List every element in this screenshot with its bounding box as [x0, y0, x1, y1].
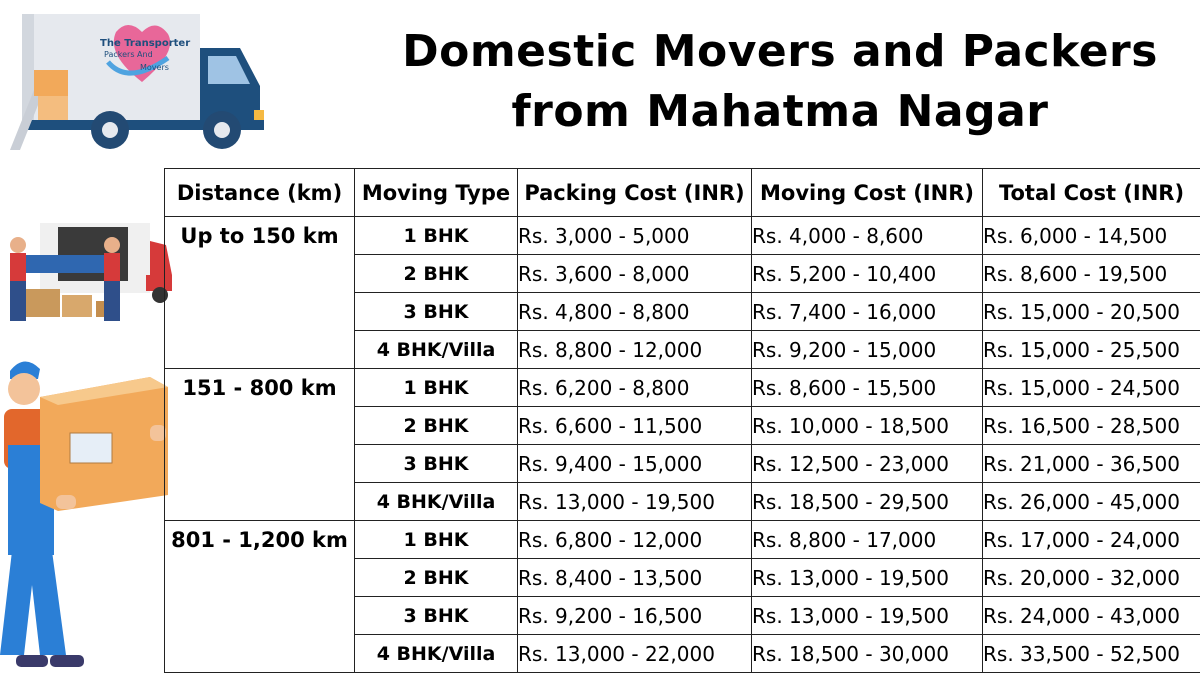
distance-cell — [165, 597, 355, 635]
table-row — [165, 559, 1200, 597]
moving-cost-cell: Rs. 4,000 - 8,600 — [752, 217, 983, 255]
table-row — [165, 369, 1200, 407]
moving-type-cell: 2 BHK — [355, 255, 518, 293]
packing-cost-cell: Rs. 3,000 - 5,000 — [518, 217, 752, 255]
moving-cost-cell: Rs. 7,400 - 16,000 — [752, 293, 983, 331]
truck-illustration — [8, 10, 270, 160]
distance-cell — [165, 483, 355, 521]
packing-cost-cell: Rs. 8,800 - 12,000 — [518, 331, 752, 369]
packing-cost-cell: Rs. 13,000 - 19,500 — [518, 483, 752, 521]
cost-table — [164, 168, 1200, 673]
moving-cost-cell: Rs. 8,600 - 15,500 — [752, 369, 983, 407]
moving-cost-cell: Rs. 13,000 - 19,500 — [752, 597, 983, 635]
distance-cell — [165, 407, 355, 445]
moving-cost-cell: Rs. 10,000 - 18,500 — [752, 407, 983, 445]
distance-cell: 801 - 1,200 km — [165, 521, 355, 559]
distance-cell — [165, 635, 355, 673]
moving-type-cell: 2 BHK — [355, 559, 518, 597]
total-cost-cell: Rs. 26,000 - 45,000 — [983, 483, 1200, 521]
total-cost-cell: Rs. 8,600 - 19,500 — [983, 255, 1200, 293]
table-row — [165, 255, 1200, 293]
total-cost-cell: Rs. 24,000 - 43,000 — [983, 597, 1200, 635]
distance-cell — [165, 331, 355, 369]
packing-cost-cell: Rs. 6,600 - 11,500 — [518, 407, 752, 445]
total-cost-cell: Rs. 20,000 - 32,000 — [983, 559, 1200, 597]
moving-cost-cell: Rs. 9,200 - 15,000 — [752, 331, 983, 369]
moving-cost-cell: Rs. 5,200 - 10,400 — [752, 255, 983, 293]
header-packing-cost: Packing Cost (INR) — [518, 169, 752, 217]
total-cost-cell: Rs. 15,000 - 20,500 — [983, 293, 1200, 331]
packing-cost-cell: Rs. 3,600 - 8,000 — [518, 255, 752, 293]
table-row — [165, 597, 1200, 635]
worker-illustration — [0, 355, 172, 675]
moving-cost-cell: Rs. 13,000 - 19,500 — [752, 559, 983, 597]
packing-cost-cell: Rs. 4,800 - 8,800 — [518, 293, 752, 331]
moving-type-cell: 1 BHK — [355, 217, 518, 255]
moving-type-cell: 1 BHK — [355, 521, 518, 559]
moving-cost-cell: Rs. 18,500 - 30,000 — [752, 635, 983, 673]
total-cost-cell: Rs. 17,000 - 24,000 — [983, 521, 1200, 559]
table-row — [165, 521, 1200, 559]
logo-text-3: Movers — [140, 63, 169, 72]
moving-type-cell: 1 BHK — [355, 369, 518, 407]
distance-cell — [165, 445, 355, 483]
packing-cost-cell: Rs. 9,400 - 15,000 — [518, 445, 752, 483]
packing-cost-cell: Rs. 9,200 - 16,500 — [518, 597, 752, 635]
packing-cost-cell: Rs. 13,000 - 22,000 — [518, 635, 752, 673]
logo-text-1: The Transporter — [100, 38, 191, 49]
total-cost-cell: Rs. 16,500 - 28,500 — [983, 407, 1200, 445]
logo-text-2: Packers And — [104, 50, 153, 59]
distance-cell — [165, 293, 355, 331]
packing-cost-cell: Rs. 6,800 - 12,000 — [518, 521, 752, 559]
distance-cell — [165, 255, 355, 293]
moving-type-cell: 3 BHK — [355, 597, 518, 635]
table-row — [165, 635, 1200, 673]
total-cost-cell: Rs. 21,000 - 36,500 — [983, 445, 1200, 483]
moving-cost-cell: Rs. 12,500 - 23,000 — [752, 445, 983, 483]
header-total-cost: Total Cost (INR) — [983, 169, 1200, 217]
total-cost-cell: Rs. 15,000 - 24,500 — [983, 369, 1200, 407]
title-line-2: from Mahatma Nagar — [511, 86, 1049, 137]
distance-cell — [165, 559, 355, 597]
moving-type-cell: 3 BHK — [355, 445, 518, 483]
moving-cost-cell: Rs. 18,500 - 29,500 — [752, 483, 983, 521]
movers-illustration — [0, 215, 172, 325]
header-distance: Distance (km) — [165, 169, 355, 217]
total-cost-cell: Rs. 15,000 - 25,500 — [983, 331, 1200, 369]
header-moving-type: Moving Type — [355, 169, 518, 217]
packing-cost-cell: Rs. 6,200 - 8,800 — [518, 369, 752, 407]
distance-cell: 151 - 800 km — [165, 369, 355, 407]
moving-type-cell: 4 BHK/Villa — [355, 331, 518, 369]
moving-cost-cell: Rs. 8,800 - 17,000 — [752, 521, 983, 559]
distance-cell: Up to 150 km — [165, 217, 355, 255]
table-header-row — [165, 169, 1200, 217]
header-moving-cost: Moving Cost (INR) — [752, 169, 983, 217]
total-cost-cell: Rs. 6,000 - 14,500 — [983, 217, 1200, 255]
title-line-1: Domestic Movers and Packers — [402, 26, 1158, 77]
table-row — [165, 217, 1200, 255]
table-row — [165, 293, 1200, 331]
moving-type-cell: 3 BHK — [355, 293, 518, 331]
packing-cost-cell: Rs. 8,400 - 13,500 — [518, 559, 752, 597]
moving-type-cell: 4 BHK/Villa — [355, 635, 518, 673]
table-row — [165, 407, 1200, 445]
page-title — [360, 22, 1200, 142]
moving-type-cell: 2 BHK — [355, 407, 518, 445]
table-row — [165, 445, 1200, 483]
table-row — [165, 483, 1200, 521]
table-row — [165, 331, 1200, 369]
total-cost-cell: Rs. 33,500 - 52,500 — [983, 635, 1200, 673]
moving-type-cell: 4 BHK/Villa — [355, 483, 518, 521]
